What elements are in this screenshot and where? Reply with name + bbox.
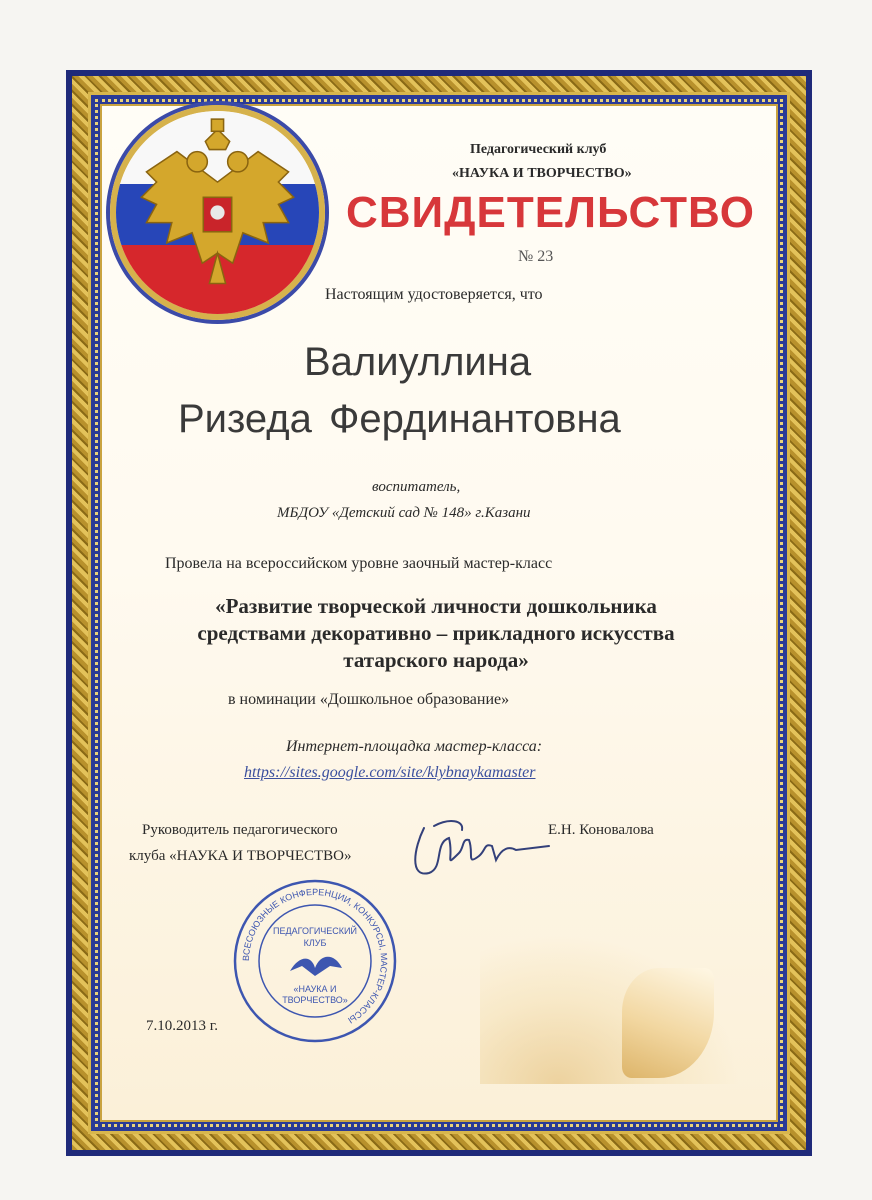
platform-url-link[interactable]: https://sites.google.com/site/klybnaykamaster	[244, 764, 536, 781]
stamp-inner-line4: ТВОРЧЕСТВО»	[282, 995, 348, 1005]
stamp-outer-text: ВСЕСОЮЗНЫЕ КОНФЕРЕНЦИИ, КОНКУРСЫ, МАСТЕР-КЛАССЫ	[240, 886, 390, 1026]
club-name-line1: Педагогический клуб	[470, 142, 607, 157]
handwritten-signature	[404, 808, 554, 888]
recipient-position: воспитатель,	[372, 479, 461, 495]
club-name-line2: «НАУКА И ТВОРЧЕСТВО»	[452, 166, 632, 181]
conducted-statement: Провела на всероссийском уровне заочный мастер-класс	[165, 555, 553, 572]
head-name: Е.Н. Коновалова	[548, 822, 654, 838]
platform-label: Интернет-площадка мастер-класса:	[286, 738, 543, 755]
stamp-inner-line2: КЛУБ	[303, 938, 327, 948]
document-title: СВИДЕТЕЛЬСТВО	[346, 188, 755, 237]
recipient-first-patronymic: Ризеда Фердинантовна	[178, 397, 621, 441]
stamp-inner-line1: ПЕДАГОГИЧЕСКИЙ	[273, 926, 357, 936]
nomination-text: в номинации «Дошкольное образование»	[228, 691, 510, 708]
head-title-line2: клуба «НАУКА И ТВОРЧЕСТВО»	[129, 848, 352, 864]
issue-date: 7.10.2013 г.	[146, 1018, 218, 1034]
stamp-inner-line3: «НАУКА И	[293, 984, 337, 994]
double-headed-eagle-icon	[116, 111, 319, 314]
coat-of-arms-emblem	[110, 105, 325, 320]
masterclass-topic-line3: татарского народа»	[343, 648, 529, 672]
masterclass-topic-line2: средствами декоративно – прикладного искусства	[197, 621, 675, 645]
recipient-organization: МБДОУ «Детский сад № 148» г.Казани	[277, 505, 531, 521]
certify-statement: Настоящим удостоверяется, что	[325, 286, 543, 303]
head-title-line1: Руководитель педагогического	[142, 822, 338, 838]
official-stamp-seal	[230, 876, 400, 1046]
recipient-surname: Валиуллина	[304, 340, 532, 384]
certificate-number: № 23	[518, 248, 554, 265]
masterclass-topic-line1: «Развитие творческой личности дошкольника	[215, 594, 657, 618]
